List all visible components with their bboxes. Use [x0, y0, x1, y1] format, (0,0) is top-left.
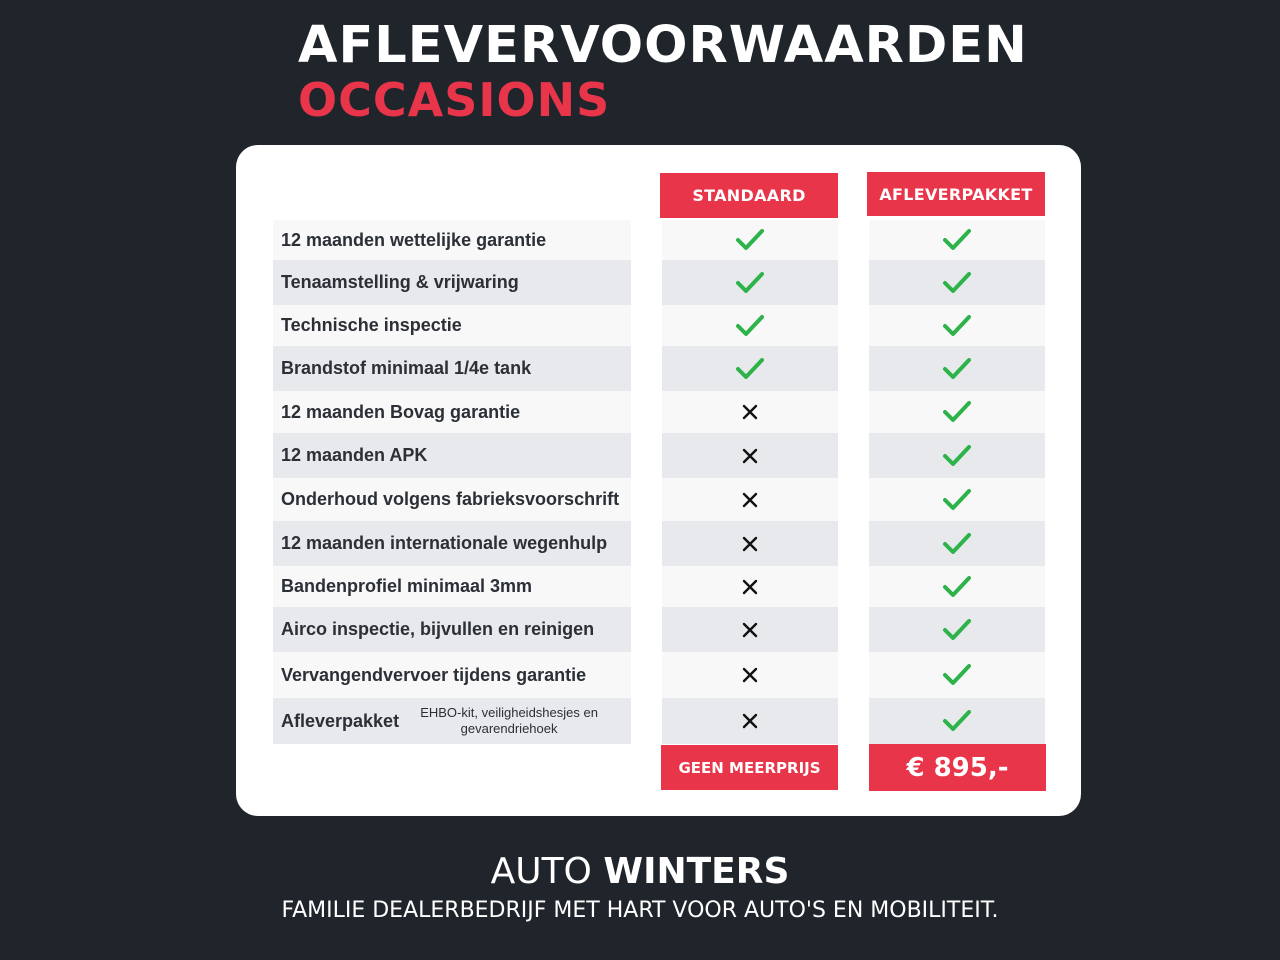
- brand-name: [0, 850, 1280, 894]
- check-icon: [735, 270, 765, 296]
- cell-afleverpakket: [869, 260, 1045, 305]
- check-icon: [942, 227, 972, 253]
- row-label: [273, 391, 631, 433]
- brand-tagline: FAMILIE DEALERBEDRIJF MET HART VOOR AUTO'S EN MOBILITEIT.: [281, 898, 999, 923]
- check-icon: [942, 356, 972, 382]
- check-icon: [735, 313, 765, 339]
- check-icon: [942, 617, 972, 643]
- cross-icon: [742, 622, 758, 638]
- column-header-standaard: STANDAARD: [660, 173, 838, 218]
- row-label-text: Tenaamstelling & vrijwaring: [281, 272, 519, 292]
- cell-standaard: [662, 566, 838, 607]
- row-label: [273, 521, 631, 566]
- row-label-text: Onderhoud volgens fabrieksvoorschrift: [281, 489, 620, 509]
- check-icon: [735, 356, 765, 382]
- cell-standaard: [662, 521, 838, 566]
- row-label-text: Airco inspectie, bijvullen en reinigen: [281, 619, 595, 639]
- page-title: AFLEVERVOORWAARDEN: [298, 16, 1028, 75]
- cell-afleverpakket: [869, 220, 1045, 260]
- cell-standaard: [662, 698, 838, 744]
- check-icon: [942, 399, 972, 425]
- cell-afleverpakket: [869, 652, 1045, 698]
- row-label: [273, 305, 631, 346]
- row-label: [273, 260, 631, 305]
- brand-name-bold: WINTERS: [603, 851, 790, 892]
- check-icon: [942, 531, 972, 557]
- cell-standaard: [662, 391, 838, 433]
- row-label: [273, 652, 631, 698]
- cell-afleverpakket: [869, 433, 1045, 478]
- row-label: [273, 566, 631, 607]
- cell-standaard: [662, 305, 838, 346]
- row-label-text: Technische inspectie: [281, 315, 462, 335]
- cell-afleverpakket: [869, 698, 1045, 744]
- row-label: [273, 220, 631, 260]
- row-label: [273, 478, 631, 521]
- cell-afleverpakket: [869, 346, 1045, 391]
- check-icon: [942, 662, 972, 688]
- footer-standaard-price: GEEN MEERPRIJS: [661, 745, 838, 790]
- check-icon: [942, 708, 972, 734]
- cell-afleverpakket: [869, 391, 1045, 433]
- cross-icon: [742, 713, 758, 729]
- row-label-text: Afleverpakket: [281, 710, 400, 731]
- cross-icon: [742, 448, 758, 464]
- cross-icon: [742, 579, 758, 595]
- cell-standaard: [662, 652, 838, 698]
- row-label-text: Bandenprofiel minimaal 3mm: [281, 576, 533, 596]
- row-label-text: 12 maanden internationale wegenhulp: [281, 533, 608, 553]
- cross-icon: [742, 536, 758, 552]
- cell-standaard: [662, 433, 838, 478]
- check-icon: [942, 313, 972, 339]
- row-label-note: EHBO-kit, veiligheidshesjes en gevarendriehoek: [420, 705, 598, 736]
- cross-icon: [742, 404, 758, 420]
- row-label-text: 12 maanden wettelijke garantie: [281, 229, 547, 250]
- check-icon: [942, 270, 972, 296]
- row-label: [273, 346, 631, 391]
- cell-standaard: [662, 478, 838, 521]
- cell-standaard: [662, 220, 838, 260]
- cross-icon: [742, 667, 758, 683]
- cell-afleverpakket: [869, 521, 1045, 566]
- cross-icon: [742, 492, 758, 508]
- row-label-text: 12 maanden Bovag garantie: [281, 401, 521, 422]
- page-subtitle: OCCASIONS: [298, 73, 611, 127]
- brand-name-light: AUTO: [490, 851, 592, 892]
- row-label-text: 12 maanden APK: [281, 445, 428, 465]
- row-label: [273, 607, 631, 652]
- check-icon: [735, 227, 765, 253]
- footer-afleverpakket-price: € 895,-: [869, 744, 1046, 791]
- cell-afleverpakket: [869, 607, 1045, 652]
- cell-afleverpakket: [869, 478, 1045, 521]
- cell-afleverpakket: [869, 566, 1045, 607]
- check-icon: [942, 487, 972, 513]
- column-header-afleverpakket: AFLEVERPAKKET: [867, 172, 1045, 216]
- cell-standaard: [662, 607, 838, 652]
- cell-standaard: [662, 260, 838, 305]
- row-label: [273, 433, 631, 478]
- check-icon: [942, 443, 972, 469]
- row-label-text: Vervangendvervoer tijdens garantie: [281, 664, 587, 685]
- comparison-card: [236, 145, 1081, 816]
- row-label-text: Brandstof minimaal 1/4e tank: [281, 358, 532, 378]
- cell-standaard: [662, 346, 838, 391]
- check-icon: [942, 574, 972, 600]
- row-label: [273, 698, 631, 744]
- cell-afleverpakket: [869, 305, 1045, 346]
